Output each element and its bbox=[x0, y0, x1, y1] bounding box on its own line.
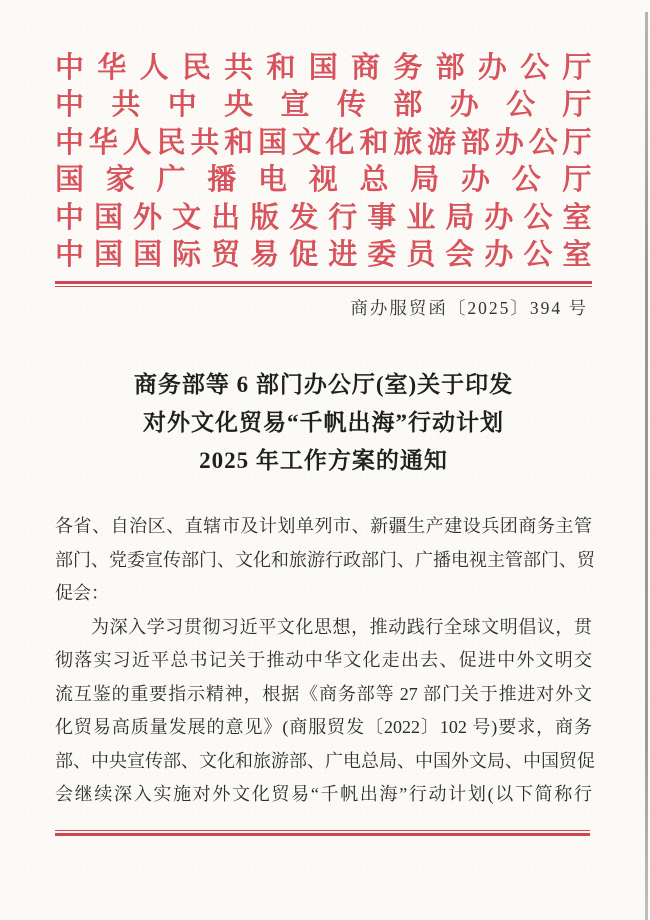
addressee-line-2: 部门、党委宣传部门、文化和旅游行政部门、广播电视主管部门、贸 bbox=[55, 549, 595, 570]
title-line-2: 对外文化贸易“千帆出海”行动计划 bbox=[143, 410, 504, 436]
page-content bbox=[55, 0, 595, 836]
addressee-line-3: 促会： bbox=[55, 583, 109, 604]
header-divider-rule bbox=[55, 281, 592, 287]
body-text bbox=[55, 510, 595, 812]
paragraph-line-5: 部、中央宣传部、文化和旅游部、广电总局、中国外文局、中国贸促 bbox=[55, 750, 595, 771]
bottom-divider-rule bbox=[55, 830, 590, 836]
title-line-1: 商务部等 6 部门办公厅(室)关于印发 bbox=[133, 372, 514, 398]
document-number: 商办服贸函〔2025〕394 号 bbox=[350, 298, 588, 319]
paragraph-line-3: 流互鉴的重要指示精神，根据《商务部等 27 部门关于推进对外文 bbox=[55, 683, 592, 704]
red-letterhead bbox=[55, 50, 592, 274]
divider-thin-line bbox=[55, 286, 592, 287]
bottom-divider-thick-line bbox=[55, 833, 590, 836]
paragraph-line-1: 为深入学习贯彻习近平文化思想，推动践行全球文明倡议，贯 bbox=[91, 616, 592, 637]
document-title bbox=[55, 366, 592, 480]
paragraph-line-2: 彻落实习近平总书记关于推动中华文化走出去、促进中外文明交 bbox=[55, 650, 592, 671]
letterhead-line-5: 中国外文出版发行事业局办公室 bbox=[55, 201, 592, 234]
scan-edge-shadow bbox=[645, 12, 648, 920]
letterhead-line-4: 国家广播电视总局办公厅 bbox=[55, 164, 592, 197]
letterhead-line-3: 中华人民共和国文化和旅游部办公厅 bbox=[55, 126, 592, 159]
title-line-3: 2025 年工作方案的通知 bbox=[199, 448, 448, 474]
paragraph-line-4: 化贸易高质量发展的意见》(商服贸发〔2022〕102 号)要求，商务 bbox=[55, 717, 592, 738]
paragraph-line-6: 会继续深入实施对外文化贸易“千帆出海”行动计划(以下简称行 bbox=[55, 784, 592, 805]
letterhead-line-2: 中共中央宣传部办公厅 bbox=[55, 89, 592, 122]
addressee-line-1: 各省、自治区、直辖市及计划单列市、新疆生产建设兵团商务主管 bbox=[55, 516, 592, 537]
letterhead-line-1: 中华人民共和国商务部办公厅 bbox=[55, 52, 592, 84]
letterhead-line-6: 中国国际贸易促进委员会办公室 bbox=[55, 239, 592, 272]
